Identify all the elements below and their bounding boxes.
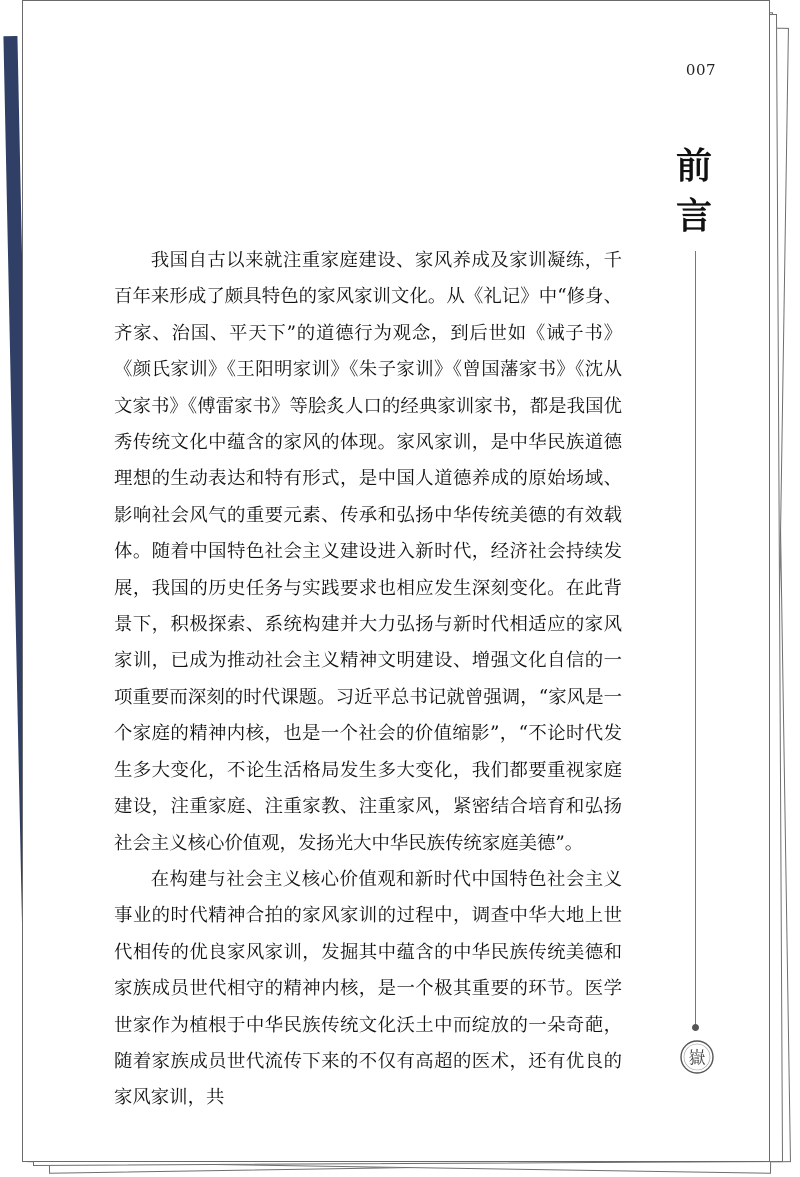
- seal-icon: [679, 1039, 715, 1075]
- svg-text:嶽: 嶽: [688, 1048, 706, 1069]
- book-page: [22, 0, 770, 1162]
- vertical-rule: [695, 251, 696, 1028]
- page-title: [659, 141, 729, 241]
- paragraph-2: 在构建与社会主义核心价值观和新时代中国特色社会主义事业的时代精神合拍的家风家训的过程中，调查中华大地上世代相传的优良家风家训，发掘其中蕴含的中华民族传统美德和家族成员世代相守的精神内核，是一个极其重要的环节。医学世家作为植根于中华民族传统文化沃土中而绽放的一朵奇葩，随着家族成员世代流传下来的不仅有高超的医术，还有优良的家风家训，共: [114, 868, 622, 1109]
- rule-end-dot: [692, 1024, 699, 1031]
- page-number: 007: [685, 61, 717, 79]
- title-char-2: 言: [675, 195, 712, 237]
- preface-body: [114, 243, 622, 1117]
- title-char-1: 前: [675, 145, 712, 187]
- paragraph-1: 我国自古以来就注重家庭建设、家风养成及家训凝练，千百年来形成了颇具特色的家风家训文化。从《礼记》中“修身、齐家、治国、平天下”的道德行为观念，到后世如《诫子书》《颜氏家训》《王阳明家训》《朱子家训》《曾国藩家书》《沈从文家书》《傅雷家书》等脍炙人口的经典家训家书，都是我国优秀传统文化中蕴含的家风的体现。家风家训，是中华民族道德理想的生动表达和特有形式，是中国人道德养成的原始场域、影响社会风气的重要元素、传承和弘扬中华传统美德的有效载体。随着中国特色社会主义建设进入新时代，经济社会持续发展，我国的历史任务与实践要求也相应发生深刻变化。在此背景下，积极探索、系统构建并大力弘扬与新时代相适应的家风家训，已成为推动社会主义精神文明建设、增强文化自信的一项重要而深刻的时代课题。习近平总书记就曾强调，“家风是一个家庭的精神内核，也是一个社会的价值缩影”，“不论时代发生多大变化，不论生活格局发生多大变化，我们都要重视家庭建设，注重家庭、注重家教、注重家风，紧密结合培育和弘扬社会主义核心价值观，发扬光大中华民族传统家庭美德”。: [114, 250, 622, 854]
